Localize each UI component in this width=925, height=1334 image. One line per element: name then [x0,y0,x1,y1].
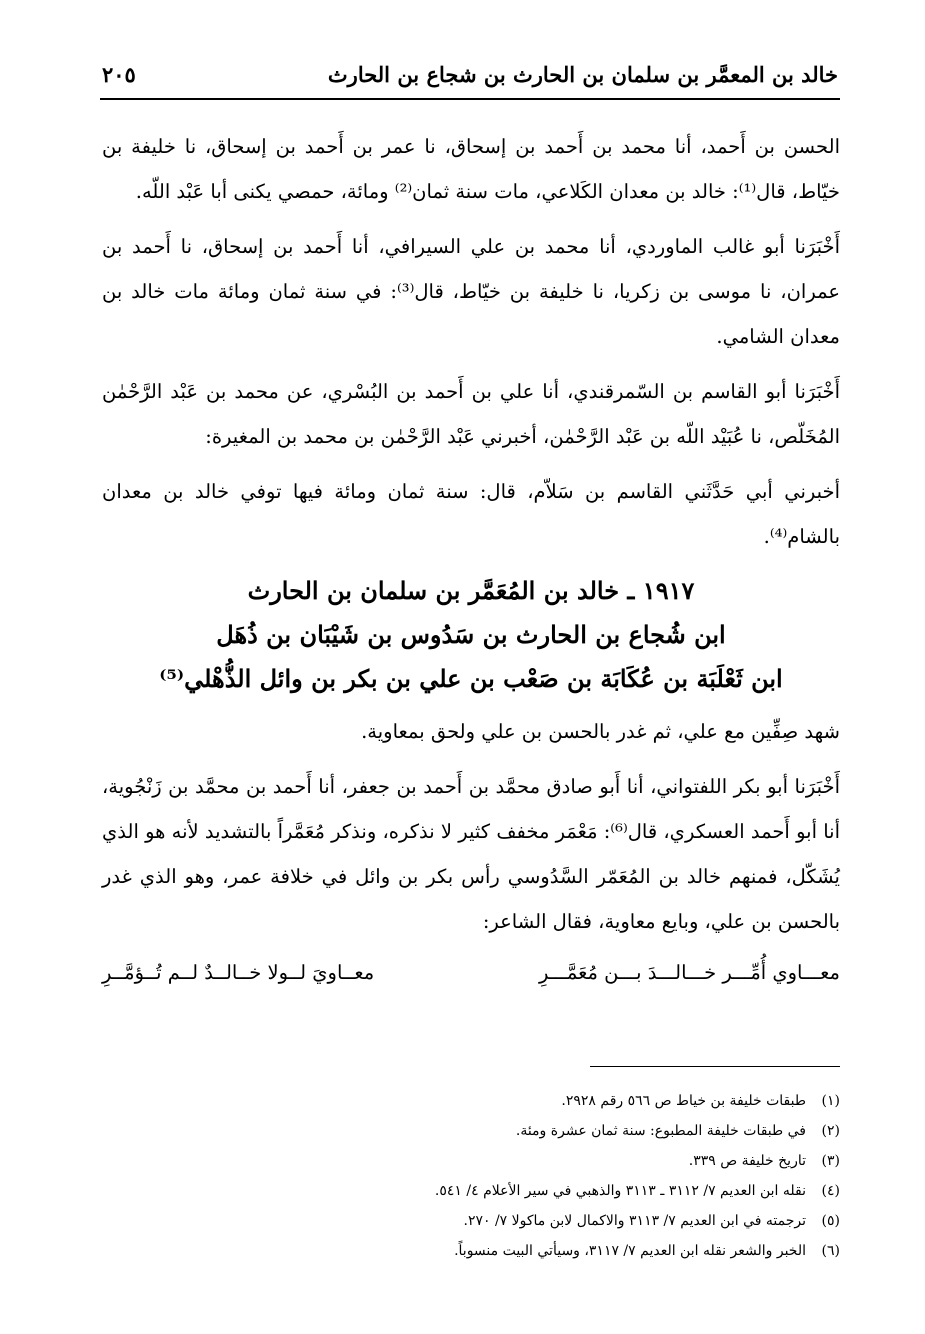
footnote-number: (٦) [821,1243,840,1259]
verse-first-hemistich: معـــاوي أُمِّـــر خـــالـــدَ بـــن مُعَمَّـــرِ [538,961,840,984]
footnote-number: (٣) [821,1153,840,1169]
footnote-text: في طبقات خليفة المطبوع: سنة ثمان عشرة ومئة. [515,1123,806,1139]
entry-heading-line-2: ابن شُجاع بن الحارث بن سَدُوس بن شَيْبَان بن ذُهَل [216,620,726,649]
footnote [102,1176,840,1206]
footnote [102,1236,840,1266]
footnote-text: ترجمته في ابن العديم ٧/ ٣١١٣ والاكمال لابن ماكولا ٧/ ٢٧٠. [463,1213,806,1229]
paragraph-6: أَخْبَرَنا أبو بكر اللفتواني، أنا أَبو صادق محمَّد بن أَحمد بن جعفر، أنا أَحمد بن محمَّد بن زَنْجُوية، أنا أبو أَحمد العسكري، قال⁽⁶⁾: مَعْمَر مخفف كثير لا نذكره، ونذكر مُعَمَّراً بالتشديد لأنه هو الذي يُشَكّل، فمنهم خالد بن المُعَمّر السَّدُوسي رأس بكر بن وائل في خلافة عمر، وهو الذي غدر بالحسن بن علي، وبايع معاوية، فقال الشاعر: [102,775,840,933]
footnote-number: (٥) [821,1213,840,1229]
footnote-rule [590,1066,840,1067]
footnote [102,1146,840,1176]
entry-heading-line-1: ١٩١٧ ـ خالد بن المُعَمَّر بن سلمان بن الحارث [247,576,695,605]
paragraph-5: شهد صِفِّين مع علي، ثم غدر بالحسن بن علي ولحق بمعاوية. [361,720,840,743]
footnote-number: (٢) [821,1123,840,1139]
footnote-text: تاريخ خليفة ص ٣٣٩. [688,1153,806,1169]
footnote-text: الخبر والشعر نقله ابن العديم ٧/ ٣١١٧، وسيأتي البيت منسوباً. [454,1243,806,1259]
poetry-verse [102,950,840,995]
paragraph-3: أَخْبَرَنا أبو القاسم بن السّمرقندي، أنا علي بن أَحمد بن البُسْري، عن محمد بن عَبْد الرَّحْمٰن المُخَلّص، نا عُبَيْد اللّه بن عَبْد الرَّحْمٰن، أخبرني عَبْد الرَّحْمٰن بن محمد بن المغيرة: [102,380,840,448]
page-number: ٢٠٥ [102,62,136,87]
verse-second-hemistich: معــاويَ لــولا خــالــدٌ لــم تُــؤمَّــرِ [102,961,375,984]
footnote-text: طبقات خليفة بن خياط ص ٥٦٦ رقم ٢٩٢٨. [561,1093,806,1109]
entry-heading [102,569,840,701]
paragraph-4: أخبرني أبي حَدَّثَني القاسم بن سَلاّم، قال: سنة ثمان ومائة فيها توفي خالد بن معدان بالشام⁽⁴⁾. [102,480,840,548]
footnote-number: (١) [821,1093,840,1109]
paragraph-2: أَخْبَرَنا أبو غالب الماوردي، أنا محمد بن علي السيرافي، أنا أَحمد بن إسحاق، نا أَحمد بن عمران، نا موسى بن زكريا، نا خليفة بن خيّاط، قال⁽³⁾: في سنة ثمان ومائة مات خالد بن معدان الشامي. [102,235,840,348]
paragraph-1: الحسن بن أَحمد، أنا محمد بن أَحمد بن إسحاق، نا عمر بن أَحمد بن إسحاق، نا خليفة بن خيّاط، قال⁽¹⁾: خالد بن معدان الكَلاعي، مات سنة ثمان⁽²⁾ ومائة، حمصي يكنى أبا عَبْد اللّه. [102,135,840,203]
footnote [102,1086,840,1116]
footnote [102,1206,840,1236]
footnote [102,1116,840,1146]
footnotes [102,1086,840,1266]
header-title: خالد بن المعمَّر بن سلمان بن الحارث بن شجاع بن الحارث [327,62,838,87]
header-rule [100,98,840,100]
entry-heading-line-3: ابن ثَعْلَبَة بن عُكَابَة بن صَعْب بن علي بن بكر بن وائل الذُّهْلي⁽⁵⁾ [159,664,783,693]
main-text [102,124,840,995]
footnote-text: نقله ابن العديم ٧/ ٣١١٢ ـ ٣١١٣ والذهبي في سير الأعلام ٤/ ٥٤١. [434,1183,806,1199]
footnote-number: (٤) [821,1183,840,1199]
running-header [100,58,838,98]
